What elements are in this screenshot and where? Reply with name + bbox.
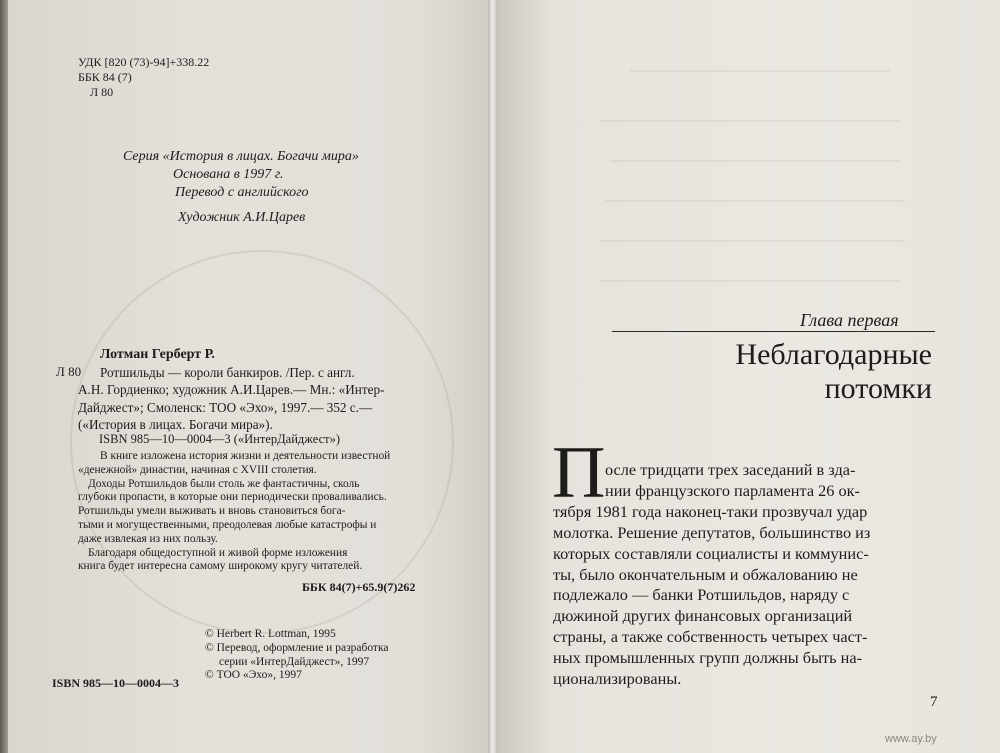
body-line: ных промышленных групп должны быть на- xyxy=(553,648,862,668)
body-line: осле тридцати трех заседаний в зда- xyxy=(605,460,856,479)
book-spine xyxy=(488,0,498,753)
author-index: Л 80 xyxy=(56,364,82,379)
annotation-line: тыми и могущественными, преодолевая любые катастрофы и xyxy=(78,518,377,531)
body-line: дюжиной других финансовых организаций xyxy=(553,606,853,626)
author-name: Лотман Герберт Р. xyxy=(100,347,215,362)
annotation-line: «денежной» династии, начиная с XVIII столетия. xyxy=(78,463,317,476)
body-line: молотка. Решение депутатов, большинство из xyxy=(553,522,871,542)
body-line: страны, а также собственность четырех част- xyxy=(553,627,868,647)
annotation-line: книга будет интересна самому широкому кругу читателей. xyxy=(78,560,363,573)
annotation-line: Ротшильды умели выживать и вновь становиться бога- xyxy=(78,505,346,518)
copyright-line: © Herbert R. Lottman, 1995 xyxy=(205,628,336,640)
body-line: ты, было окончательным и обжалованию не xyxy=(553,564,858,584)
body-line: подлежало — банки Ротшильдов, наряду с xyxy=(553,585,850,605)
drop-cap: П xyxy=(552,432,606,514)
chapter-title-line: потомки xyxy=(824,372,932,405)
copyright-line: серии «ИнтерДайджест», 1997 xyxy=(219,655,370,668)
body-line: нии французского парламента 26 ок- xyxy=(605,480,860,500)
udk-classification xyxy=(78,55,209,100)
annotation-line: Доходы Ротшильдов были столь же фантастичны, сколь xyxy=(88,477,360,490)
body-line: тября 1981 года наконец-таки прозвучал удар xyxy=(553,501,868,521)
translation-note: Перевод с английского xyxy=(175,185,309,200)
annotation-line: даже извлекая из них пользу. xyxy=(78,532,218,545)
body-line: которых составляли социалисты и коммунис- xyxy=(553,543,869,563)
biblio-line: Дайджест»; Смоленск: ТОО «Эхо», 1997.— 352 с.— xyxy=(78,399,373,415)
bbk-code: ББК 84(7)+65.9(7)262 xyxy=(302,580,416,594)
copyright-line: © ТОО «Эхо», 1997 xyxy=(205,669,302,682)
body-line: ционализированы. xyxy=(553,669,682,689)
copyright-line: © Перевод, оформление и разработка xyxy=(205,641,389,654)
chapter-title-line: Неблагодарные xyxy=(735,338,932,371)
author-sign-line: Л 80 xyxy=(90,85,114,99)
chapter-divider xyxy=(612,331,935,332)
biblio-line: Ротшильды — короли банкиров. /Пер. с англ. xyxy=(100,364,355,380)
page-number: 7 xyxy=(930,694,938,710)
annotation xyxy=(78,450,438,574)
isbn-line: ISBN 985—10—0004—3 («ИнтерДайджест») xyxy=(99,432,340,446)
chapter-title xyxy=(620,338,932,406)
biblio-line: («История в лицах. Богачи мира»). xyxy=(78,417,273,433)
copyright-block xyxy=(205,628,388,683)
bbk-line: ББК 84 (7) xyxy=(78,70,132,84)
watermark: www.ay.by xyxy=(885,733,937,745)
chapter-label: Глава первая xyxy=(800,310,899,330)
artist-credit: Художник А.И.Царев xyxy=(178,210,306,225)
udk-line: УДК [820 (73)-94]+338.22 xyxy=(78,55,210,69)
bibliographic-record xyxy=(78,346,438,434)
series-name: Серия «История в лицах. Богачи мира» xyxy=(123,149,359,164)
biblio-line: А.Н. Гордиенко; художник А.И.Царев.— Мн.: «Интер- xyxy=(78,382,385,398)
annotation-line: В книге изложена история жизни и деятельности известной xyxy=(100,450,391,462)
isbn-bottom: ISBN 985—10—0004—3 xyxy=(52,676,180,690)
chapter-body xyxy=(553,460,938,690)
annotation-line: Благодаря общедоступной и живой форме изложения xyxy=(88,546,348,559)
series-founded: Основана в 1997 г. xyxy=(173,167,284,182)
series-info xyxy=(123,148,359,202)
annotation-line: глубоки пропасти, в которые они периодически проваливались. xyxy=(78,491,387,504)
